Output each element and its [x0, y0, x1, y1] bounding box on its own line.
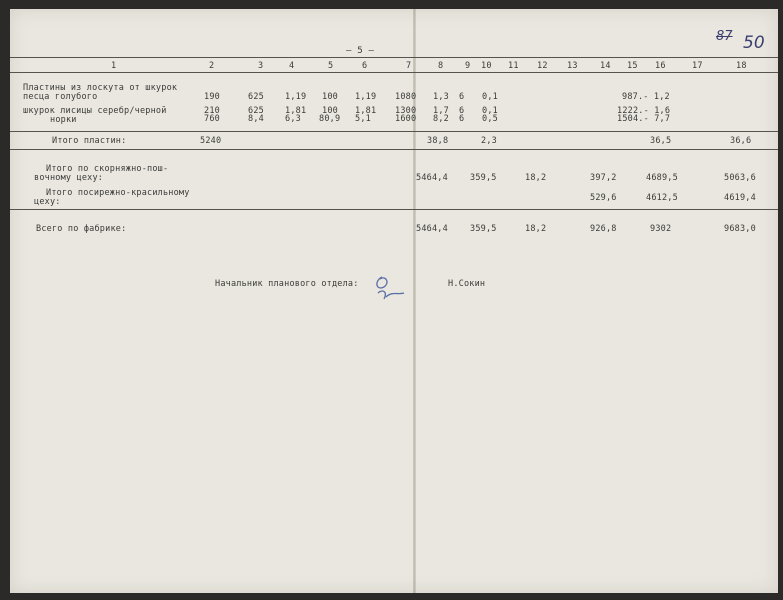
total-dyeing-label-line2: цеху:	[34, 197, 61, 207]
row-3-c5: 80,9	[319, 114, 341, 124]
row-2-c16: 1222.- 1,6	[617, 106, 671, 116]
row-3-c3: 8,4	[248, 114, 264, 124]
col-num-11: 11	[508, 61, 519, 71]
col-num-8: 8	[438, 61, 444, 71]
row-3-c10: 0,5	[482, 114, 498, 124]
document-sheet	[10, 9, 778, 593]
signature-title: Начальник планового отдела:	[215, 279, 359, 289]
total-dyeing-c14: 529,6	[590, 193, 617, 203]
row-2-c8: 1,7	[433, 106, 449, 116]
total-plates-c16: 36,5	[650, 136, 672, 146]
row-2-c10: 0,1	[482, 106, 498, 116]
total-sewing-label-line1: Итого по скорняжно-пош-	[46, 164, 169, 174]
col-num-5: 5	[328, 61, 334, 71]
row-2-c4: 1,81	[285, 106, 307, 116]
row-3-c8: 8,2	[433, 114, 449, 124]
row-1-c16: 987.- 1,2	[622, 92, 670, 102]
row-1-c5: 100	[322, 92, 338, 102]
total-dyeing-label-line1: Итого посирежно-красильному	[46, 188, 190, 198]
plates-total-bottom-rule	[10, 149, 778, 150]
row-1-c2: 190	[204, 92, 220, 102]
total-sewing-c18: 5063,6	[724, 173, 756, 183]
row-3-c9: 6	[459, 114, 465, 124]
row-1-label: Пластины из лоскута от шкурок	[23, 83, 178, 93]
archive-new-number: 50	[743, 33, 765, 53]
col-num-3: 3	[258, 61, 264, 71]
total-plates-c8: 38,8	[427, 136, 449, 146]
total-factory-label: Всего по фабрике:	[36, 224, 127, 234]
col-num-1: 1	[111, 61, 117, 71]
signature-name: Н.Сокин	[448, 279, 486, 289]
row-1-sublabel: песца голубого	[23, 92, 98, 102]
total-sewing-c8: 5464,4	[416, 173, 448, 183]
total-factory-c12: 18,2	[525, 224, 547, 234]
total-dyeing-c18: 4619,4	[724, 193, 756, 203]
row-1-c7: 1080	[395, 92, 417, 102]
row-1-c6: 1,19	[355, 92, 377, 102]
row-2-c5: 100	[322, 106, 338, 116]
col-num-6: 6	[362, 61, 368, 71]
row-1-c4: 1,19	[285, 92, 307, 102]
total-factory-c18: 9683,0	[724, 224, 756, 234]
archive-old-number: 87	[716, 29, 733, 44]
total-factory-c8: 5464,4	[416, 224, 448, 234]
row-1-c9: 6	[459, 92, 465, 102]
total-sewing-c14: 397,2	[590, 173, 617, 183]
row-3-c16: 1504.- 7,7	[617, 114, 671, 124]
col-num-16: 16	[655, 61, 666, 71]
header-bottom-rule	[10, 72, 778, 73]
total-factory-c14: 926,8	[590, 224, 617, 234]
table-top-rule	[10, 57, 778, 58]
row-3-c4: 6,3	[285, 114, 301, 124]
row-3-c7: 1600	[395, 114, 417, 124]
total-sewing-c16: 4689,5	[646, 173, 678, 183]
total-factory-c10: 359,5	[470, 224, 497, 234]
row-2-sublabel: норки	[50, 115, 77, 125]
row-3-c2: 760	[204, 114, 220, 124]
total-plates-label: Итого пластин:	[52, 136, 127, 146]
total-plates-c10: 2,3	[481, 136, 497, 146]
col-num-2: 2	[209, 61, 215, 71]
row-1-c3: 625	[248, 92, 264, 102]
row-2-c2: 210	[204, 106, 220, 116]
total-sewing-c12: 18,2	[525, 173, 547, 183]
plates-total-rule	[10, 131, 778, 132]
total-dyeing-c16: 4612,5	[646, 193, 678, 203]
handwritten-signature	[368, 271, 412, 305]
page-number: — 5 —	[346, 46, 375, 56]
col-num-12: 12	[537, 61, 548, 71]
col-num-9: 9	[465, 61, 471, 71]
total-sewing-label-line2: вочному цеху:	[34, 173, 104, 183]
col-num-7: 7	[406, 61, 412, 71]
row-3-c6: 5,1	[355, 114, 371, 124]
col-num-10: 10	[481, 61, 492, 71]
row-2-label: шкурок лисицы серебр/черной	[23, 106, 167, 116]
total-factory-c16: 9302	[650, 224, 672, 234]
col-num-15: 15	[627, 61, 638, 71]
col-num-18: 18	[736, 61, 747, 71]
col-num-13: 13	[567, 61, 578, 71]
row-2-c6: 1,81	[355, 106, 377, 116]
col-num-4: 4	[289, 61, 295, 71]
row-1-c10: 0,1	[482, 92, 498, 102]
row-2-c3: 625	[248, 106, 264, 116]
dyeing-bottom-rule	[10, 209, 778, 210]
total-plates-c2: 5240	[200, 136, 222, 146]
row-2-c7: 1300	[395, 106, 417, 116]
col-num-17: 17	[692, 61, 703, 71]
total-sewing-c10: 359,5	[470, 173, 497, 183]
col-num-14: 14	[600, 61, 611, 71]
row-2-c9: 6	[459, 106, 465, 116]
row-1-c8: 1,3	[433, 92, 449, 102]
total-plates-c18: 36,6	[730, 136, 752, 146]
